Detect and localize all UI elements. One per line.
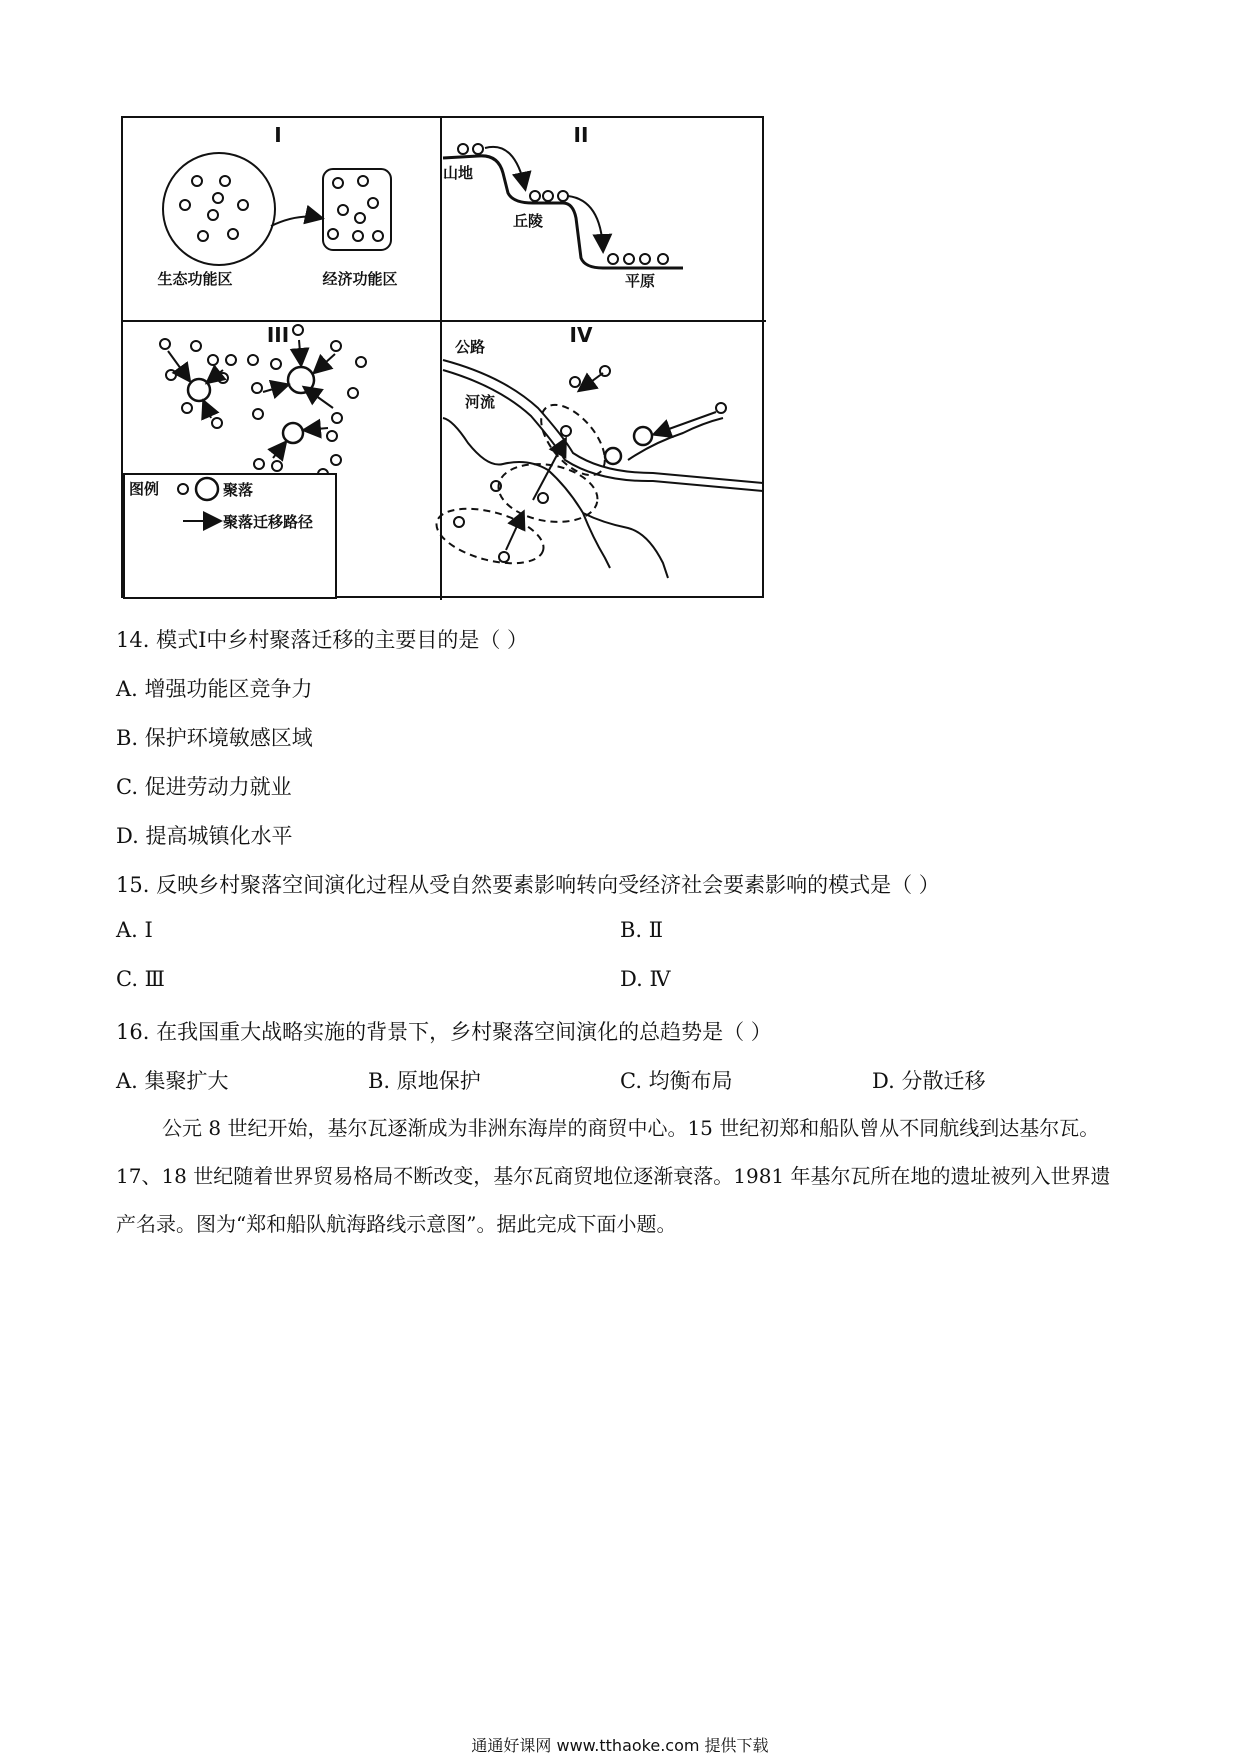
question-16-option-a[interactable]: A. 集聚扩大: [116, 1069, 229, 1093]
question-16-option-b[interactable]: B. 原地保护: [368, 1069, 481, 1093]
legend-path-label: 聚落迁移路径: [223, 513, 314, 531]
river: [443, 418, 610, 568]
settlement-clusters: [431, 394, 617, 574]
question-16-stem: 16. 在我国重大战略实施的背景下，乡村聚落空间演化的总趋势是（ ）: [116, 1020, 772, 1044]
label-river: 河流: [465, 393, 496, 411]
question-14-option-a[interactable]: A. 增强功能区竞争力: [116, 677, 313, 701]
question-14-option-c[interactable]: C. 促进劳动力就业: [116, 775, 292, 799]
reading-passage-text: 公元 8 世纪开始，基尔瓦逐渐成为非洲东海岸的商贸中心。15 世纪初郑和船队曾从不同航线到达基尔瓦。17、18 世纪随着世界贸易格局不断改变，基尔瓦商贸地位逐渐衰落。1981 年基尔瓦所在地的遗址被列入世界遗产名录。图为“郑和船队航海路线示意图”。据此完成下面小题。: [116, 1116, 1111, 1236]
legend-title: 图例: [129, 480, 160, 498]
panel-3-numeral: III: [266, 323, 290, 347]
label-hill: 丘陵: [513, 212, 544, 230]
question-15-option-b[interactable]: B. Ⅱ: [620, 918, 664, 942]
panel-2: [443, 123, 683, 290]
panel-2-numeral: II: [573, 123, 589, 147]
question-16-option-d[interactable]: D. 分散迁移: [872, 1069, 986, 1093]
panel-1-numeral: I: [274, 123, 282, 147]
question-14-stem: 14. 模式Ⅰ中乡村聚落迁移的主要目的是（ ）: [116, 628, 529, 652]
question-14-option-d[interactable]: D. 提高城镇化水平: [116, 824, 293, 848]
road: [443, 360, 763, 483]
figure-drawing: [123, 118, 766, 600]
panel-3: [160, 323, 366, 488]
econ-settlements: [328, 176, 383, 241]
road-settlements: [605, 427, 652, 464]
question-15-stem: 15. 反映乡村聚落空间演化过程从受自然要素影响转向受经济社会要素影响的模式是（ ）: [116, 873, 940, 897]
central-settlements: [188, 367, 314, 443]
question-16-option-c[interactable]: C. 均衡布局: [620, 1069, 733, 1093]
legend: [124, 474, 336, 598]
question-15-option-a[interactable]: A. Ⅰ: [116, 918, 153, 942]
label-road: 公路: [455, 338, 486, 356]
question-15-option-c[interactable]: C. Ⅲ: [116, 967, 165, 991]
scattered-settlements: [160, 325, 366, 488]
label-eco-zone: 生态功能区: [157, 270, 233, 288]
migration-arrow: [271, 217, 321, 226]
reading-passage: [116, 1104, 1126, 1248]
question-14-option-b[interactable]: B. 保护环境敏感区域: [116, 726, 313, 750]
terrain-profile: [443, 156, 683, 268]
label-plain: 平原: [625, 272, 656, 290]
panel-4: [431, 323, 763, 578]
eco-settlements: [180, 176, 248, 241]
legend-settlement-label: 聚落: [223, 481, 254, 499]
eco-zone-circle: [163, 153, 275, 265]
label-econ-zone: 经济功能区: [322, 270, 398, 288]
question-15-option-d[interactable]: D. Ⅳ: [620, 967, 671, 991]
page-footer: 通通好课网 www.tthaoke.com 提供下载: [471, 1736, 769, 1755]
settlement-model-figure: [121, 116, 764, 598]
label-mountain: 山地: [443, 164, 474, 182]
panel-1: [157, 123, 397, 288]
panel-4-numeral: IV: [569, 323, 593, 347]
